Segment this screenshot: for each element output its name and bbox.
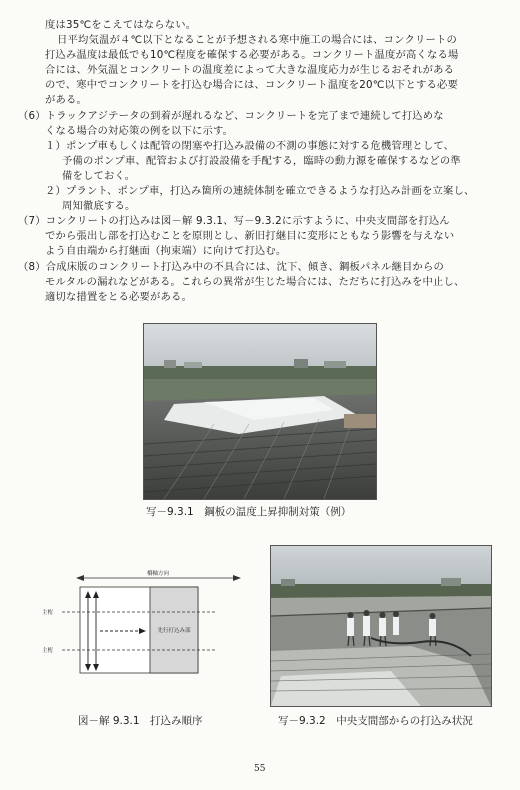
girder-label-bottom: 主桁 xyxy=(42,648,54,654)
axis-label: 橋軸方向 xyxy=(146,571,170,577)
body-line: （7）コンクリートの打込みは図－解 9.3.1、写－9.3.2に示すように、中央支間部を打込ん xyxy=(18,215,450,227)
body-line: モルタルの漏れなどがある。これらの異常が生じた場合には、ただちに打込みを中止し、 xyxy=(45,276,465,288)
body-line: 適切な措置をとる必要がある。 xyxy=(45,291,192,303)
body-line: くなる場合の対応策の例を以下に示す。 xyxy=(45,125,234,137)
body-line: 度は35℃をこえてはならない。 xyxy=(45,19,197,31)
body-line: でから張出し部を打込むことを原則とし、新旧打継目に変形にともなう影響を与えない xyxy=(45,230,455,242)
body-line: 合には、外気温とコンクリートの温度差によって大きな温度応力が生じるおそれがある xyxy=(45,64,455,76)
zone-label: 先行打込み部 xyxy=(157,628,191,634)
body-line: １）ポンプ車もしくは配管の閉塞や打込み設備の不測の事態に対する危機管理として、 xyxy=(45,140,455,152)
placement-order-diagram xyxy=(40,570,245,680)
body-line: 周知徹底する。 xyxy=(62,200,136,212)
page-number: 55 xyxy=(254,764,266,774)
photo2-caption: 写－9.3.2 中央支間部からの打込み状況 xyxy=(278,715,473,727)
body-line: 予備のポンプ車、配管および打設設備を手配する，臨時の動力源を確保するなどの準 xyxy=(62,155,461,167)
body-line: よう自由端から打継面（拘束端）に向けて打込む。 xyxy=(45,245,287,257)
diagram-caption: 図－解 9.3.1 打込み順序 xyxy=(78,715,203,727)
body-line: （8）合成床版のコンクリート打込み中の不具合には、沈下、傾き、鋼板パネル継目からの xyxy=(18,261,445,273)
body-line: 打込み温度は最低でも10℃程度を確保する必要がある。コンクリート温度が高くなる場 xyxy=(45,49,459,61)
girder-label-top: 主桁 xyxy=(42,610,54,616)
body-line: ので、寒中でコンクリートを打込む場合には、コンクリート温度を20℃以下とする必要 xyxy=(45,79,459,91)
body-line: がある。 xyxy=(45,94,87,106)
photo1-caption: 写－9.3.1 鋼板の温度上昇抑制対策（例） xyxy=(146,506,352,518)
body-line: ２）プラント、ポンプ車，打込み箇所の連続体制を確立できるような打込み計画を立案し、 xyxy=(45,185,475,197)
body-line: 日平均気温が４℃以下となることが予想される寒中施工の場合には、コンクリートの xyxy=(57,34,457,46)
body-line: 備をしておく。 xyxy=(62,170,136,182)
photo-steel-deck xyxy=(143,323,377,500)
body-line: （6）トラックアジテータの到着が遅れるなど、コンクリートを完了まで連続して打込めな xyxy=(18,110,444,122)
photo-center-span-pouring xyxy=(270,545,492,707)
